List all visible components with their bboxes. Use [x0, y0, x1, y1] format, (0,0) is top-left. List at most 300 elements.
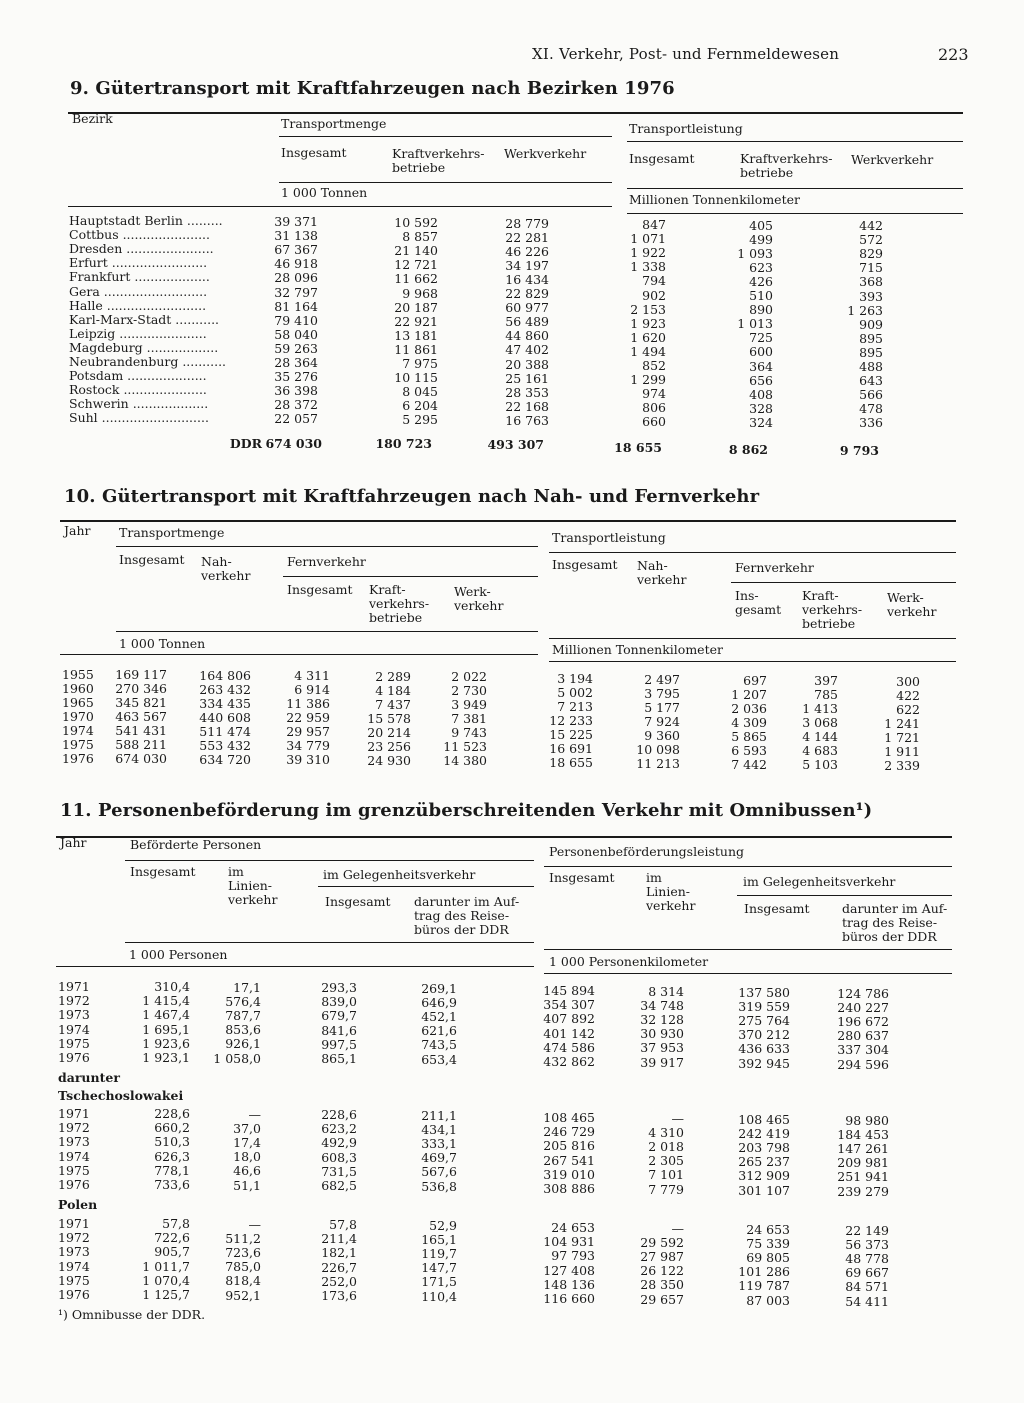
table-cell: 1 721 [884, 730, 920, 745]
group-header: Transportmenge [119, 525, 225, 540]
table-cell: 24 930 [367, 752, 411, 768]
table-cell: 6 204 [402, 398, 438, 414]
col-header: Nah- verkehr [637, 558, 687, 587]
table-cell: 626,3 [154, 1148, 190, 1164]
table-cell: 10 592 [394, 215, 438, 230]
table-cell: 7 437 [375, 696, 411, 712]
table-cell: 488 [859, 359, 883, 374]
table-cell: 4 310 [648, 1124, 684, 1140]
row-year: 1974 [58, 1258, 90, 1274]
table-cell: 1 058,0 [213, 1050, 261, 1066]
table-cell: 1 413 [802, 701, 838, 716]
table9-title: 9. Gütertransport mit Kraftfahrzeugen nach Bezirken 1976 [70, 78, 675, 99]
table-cell: 242 419 [738, 1125, 790, 1141]
unit-label: 1 000 Personen [129, 947, 228, 962]
table-cell: 13 181 [394, 327, 438, 343]
col-header: Insgesamt [744, 901, 810, 916]
table-rule [116, 546, 538, 547]
table-cell: 24 653 [551, 1220, 595, 1235]
table-cell: 18 655 [549, 755, 593, 770]
unit-label: Millionen Tonnenkilometer [629, 192, 800, 207]
table-cell: 3 795 [644, 685, 680, 701]
table-cell: 48 778 [845, 1250, 889, 1266]
table-cell: 997,5 [321, 1036, 357, 1052]
table-cell: 853,6 [225, 1022, 261, 1038]
table-cell: 794 [642, 273, 666, 289]
row-year: 1975 [58, 1162, 90, 1178]
table-cell: 145 894 [543, 983, 595, 998]
table-cell: 31 138 [274, 228, 318, 244]
row-year: 1971 [58, 1106, 90, 1121]
table-cell: 101 286 [738, 1264, 790, 1280]
table-cell: 722,6 [154, 1230, 190, 1246]
col-header: Insgesamt [325, 894, 391, 909]
table-cell: 608,3 [321, 1149, 357, 1165]
table-rule [125, 860, 534, 861]
table-cell: 165,1 [421, 1231, 457, 1247]
table-cell: 566 [859, 387, 883, 403]
table-cell: 97 793 [551, 1248, 595, 1264]
table-cell: 852 [642, 358, 666, 373]
table-cell: 58 040 [274, 326, 318, 342]
table-cell: 12 721 [394, 257, 438, 273]
table-cell: 1 494 [630, 343, 666, 359]
table-cell: 1 923,1 [142, 1050, 190, 1065]
col-header: Insgesamt [287, 582, 353, 597]
col-header: im Gelegenheitsverkehr [743, 874, 896, 889]
table-cell: 108 465 [738, 1111, 790, 1127]
row-year: 1976 [58, 1287, 90, 1302]
table-cell: 37 953 [640, 1040, 684, 1056]
table-cell: 426 [749, 273, 773, 289]
table-cell: 57,8 [329, 1217, 357, 1232]
table-cell: 124 786 [837, 985, 889, 1001]
table-cell: 26 122 [640, 1263, 684, 1279]
table-cell: 5 177 [644, 699, 680, 715]
table-cell: 1 071 [630, 231, 666, 247]
table-cell: 895 [859, 344, 883, 360]
table-cell: 9 743 [451, 725, 487, 740]
table-cell: 354 307 [543, 997, 595, 1013]
table-cell: 98 980 [845, 1112, 889, 1128]
table-cell: 733,6 [154, 1177, 190, 1192]
table-cell: 368 [859, 274, 883, 290]
table-cell: 401 142 [543, 1025, 595, 1041]
table-cell: 4 683 [802, 743, 838, 758]
table-cell: 294 596 [837, 1056, 889, 1072]
table-cell: 263 432 [199, 681, 251, 697]
table-cell: 32 797 [274, 284, 318, 300]
col-header: Werk- verkehr [454, 584, 504, 613]
table-cell: 18,0 [233, 1149, 261, 1165]
table-cell: 1 299 [630, 372, 666, 388]
table-cell: 17,4 [233, 1134, 261, 1150]
table-cell: 8 314 [648, 983, 684, 999]
table-cell: 541 431 [115, 723, 167, 738]
table-cell: 4 309 [731, 714, 767, 730]
row-year: 1974 [58, 1021, 90, 1037]
row-year: 1976 [58, 1050, 90, 1065]
table-cell: 28 364 [274, 355, 318, 370]
row-year: 1972 [58, 993, 90, 1009]
table-cell: 300 [896, 674, 920, 689]
table-cell: 370 212 [738, 1027, 790, 1043]
row-year: 1971 [58, 1216, 90, 1231]
stub-header: Bezirk [72, 111, 113, 126]
row-year: 1972 [58, 1230, 90, 1246]
table-cell: 17,1 [233, 979, 261, 995]
table-cell: 324 [749, 414, 773, 430]
table-cell: 81 164 [274, 298, 318, 314]
col-header: darunter im Auf- trag des Reise- büros der DDR [414, 894, 520, 937]
table-cell: 890 [749, 302, 773, 318]
table-cell: 22 921 [394, 313, 438, 329]
table-cell: 22 168 [505, 398, 549, 414]
col-header: Insgesamt [629, 151, 695, 166]
row-year: 1975 [62, 737, 94, 752]
row-label: Rostock ..................... [69, 382, 207, 398]
table-rule [731, 582, 956, 583]
table-cell: 847 [642, 217, 666, 232]
table-cell: 27 987 [640, 1248, 684, 1264]
table-cell: 434,1 [421, 1121, 457, 1137]
table-rule [544, 949, 952, 950]
table-cell: 1 207 [731, 686, 767, 702]
table-cell: 11 861 [394, 341, 438, 357]
table-cell: 511 474 [199, 723, 251, 739]
table10-title: 10. Gütertransport mit Kraftfahrzeugen nach Nah- und Fernverkehr [64, 486, 760, 507]
table-cell: 952,1 [225, 1287, 261, 1303]
table-cell: 463 567 [115, 709, 167, 724]
table-rule [56, 966, 534, 967]
table-cell: 293,3 [321, 980, 357, 995]
table-cell: 11 213 [636, 755, 680, 771]
table-cell: 20 187 [394, 299, 438, 315]
table-cell: 7 924 [644, 713, 680, 729]
col-header: Werkverkehr [851, 152, 934, 167]
table-cell: 7 975 [402, 356, 438, 371]
table-cell: 69 805 [746, 1249, 790, 1265]
col-header: Insgesamt [549, 870, 615, 885]
table-cell: 2 018 [648, 1138, 684, 1154]
table-cell: 28 096 [274, 270, 318, 286]
table-cell: 265 237 [738, 1154, 790, 1170]
table-cell: 51,1 [233, 1177, 261, 1193]
table-cell: 1 093 [737, 245, 773, 261]
table-cell: 622 [896, 702, 920, 717]
table-cell: 228,6 [154, 1106, 190, 1121]
table-cell: 10 098 [636, 741, 680, 757]
table-rule [68, 206, 612, 207]
table-cell: 251 941 [837, 1169, 889, 1185]
table-cell: 1 415,4 [142, 993, 190, 1009]
table-cell: 397 [814, 673, 838, 688]
table-cell: 46 918 [274, 256, 318, 272]
table-cell: 312 909 [738, 1168, 790, 1184]
total-cell: 8 862 [728, 442, 768, 457]
table-cell: 731,5 [321, 1163, 357, 1179]
table-cell: 337 304 [837, 1042, 889, 1058]
row-year: 1973 [58, 1007, 90, 1023]
table-cell: 4 184 [375, 682, 411, 698]
row-year: 1976 [58, 1177, 90, 1192]
footnote: ¹) Omnibusse der DDR. [58, 1307, 206, 1322]
table-cell: 29 657 [640, 1291, 684, 1307]
unit-label: 1 000 Tonnen [119, 636, 206, 651]
table-rule [125, 942, 534, 943]
row-label: Erfurt ........................ [69, 255, 208, 271]
table-cell: 205 816 [543, 1138, 595, 1154]
table-cell: 1 923 [630, 315, 666, 331]
row-label: Frankfurt ................... [69, 269, 210, 285]
table-cell: 10 115 [394, 370, 438, 386]
table-cell: 600 [749, 344, 773, 360]
stub-header: Jahr [60, 835, 87, 850]
col-header: Kraftverkehrs- betriebe [392, 146, 485, 175]
table-cell: 926,1 [225, 1036, 261, 1052]
table-cell: 22 281 [505, 229, 549, 245]
table-cell: 1 338 [630, 259, 666, 275]
table-cell: 553 432 [199, 737, 251, 753]
table-cell: 5 295 [402, 412, 438, 428]
col-header: Fernverkehr [735, 560, 814, 575]
table-cell: 510,3 [154, 1134, 190, 1150]
table-cell: 452,1 [421, 1008, 457, 1024]
table-cell: 7 101 [648, 1167, 684, 1183]
table-cell: 905,7 [154, 1244, 190, 1260]
row-label: Leipzig ...................... [69, 325, 207, 341]
col-header: darunter im Auf- trag des Reise- büros der DDR [842, 901, 948, 944]
table-cell: 743,5 [421, 1037, 457, 1053]
table-cell: 28 353 [505, 384, 549, 400]
table-cell: 56 373 [845, 1236, 889, 1252]
table-cell: 674 030 [115, 751, 167, 766]
row-year: 1970 [62, 709, 94, 724]
table-cell: 1 263 [847, 302, 883, 318]
table-cell: 30 930 [640, 1026, 684, 1042]
table-cell: 169 117 [115, 667, 167, 682]
table-cell: 24 653 [746, 1221, 790, 1237]
table-rule [549, 661, 956, 662]
table-cell: 1 011,7 [142, 1258, 190, 1274]
table-cell: 806 [642, 400, 666, 416]
table-cell: 196 672 [837, 1013, 889, 1029]
table-cell: 39 371 [274, 214, 318, 229]
row-label: Cottbus ...................... [69, 227, 210, 243]
total-cell: 493 307 [487, 437, 544, 452]
table-cell: 393 [859, 288, 883, 304]
table-cell: 818,4 [225, 1273, 261, 1289]
unit-label: 1 000 Personenkilometer [549, 954, 709, 969]
table-cell: 28 350 [640, 1277, 684, 1293]
table-cell: 252,0 [321, 1273, 357, 1289]
table-cell: 660 [642, 414, 666, 430]
table-cell: 442 [859, 218, 883, 233]
total-cell: 9 793 [839, 443, 879, 458]
table-cell: 34 748 [640, 997, 684, 1013]
total-label: DDR [229, 436, 262, 451]
table-cell: 5 002 [557, 685, 593, 700]
row-label: Gera .......................... [69, 283, 208, 299]
col-header: Kraftverkehrs- betriebe [740, 151, 833, 180]
table-cell: 2 497 [644, 671, 680, 687]
table-cell: 84 571 [845, 1279, 889, 1295]
table-cell: 909 [859, 316, 883, 332]
table-rule [279, 136, 612, 137]
table-cell: 20 388 [505, 356, 549, 372]
table-cell: 2 730 [451, 683, 487, 698]
table-cell: 1 070,4 [142, 1272, 190, 1288]
table-cell: 778,1 [154, 1162, 190, 1178]
table-cell: 510 [749, 288, 773, 303]
table-cell: 29 592 [640, 1234, 684, 1250]
table-cell: 36 398 [274, 383, 318, 399]
col-header: Insgesamt [119, 552, 185, 567]
table-cell: 392 945 [738, 1055, 790, 1071]
table-cell: 682,5 [321, 1178, 357, 1193]
table-cell: 5 103 [802, 757, 838, 772]
unit-label: 1 000 Tonnen [281, 185, 368, 200]
table-cell: 37,0 [233, 1120, 261, 1136]
row-label: Karl-Marx-Stadt ........... [69, 311, 220, 327]
table-cell: 1 922 [630, 245, 666, 261]
table-rule [283, 576, 538, 577]
table-cell: 1 911 [884, 744, 920, 759]
table-cell: 8 045 [402, 384, 438, 400]
table-cell: 34 197 [505, 257, 549, 273]
table-cell: 723,6 [225, 1244, 261, 1260]
unit-label: Millionen Tonnenkilometer [552, 642, 723, 657]
table-cell: 7 779 [648, 1181, 684, 1197]
table-cell: 725 [749, 330, 773, 346]
table-cell: 34 779 [286, 738, 330, 753]
table-cell: 5 865 [731, 728, 767, 744]
table-cell: 119,7 [421, 1245, 457, 1261]
table-cell: 137 580 [738, 984, 790, 1000]
row-year: 1975 [58, 1035, 90, 1051]
table-cell: 14 380 [443, 753, 487, 768]
table-cell: 211,4 [321, 1231, 357, 1247]
table-rule [279, 182, 612, 183]
table-cell: 56 489 [505, 314, 549, 330]
table-cell: 22 057 [274, 411, 318, 427]
group-header: Beförderte Personen [130, 837, 262, 852]
table-cell: 328 [749, 400, 773, 416]
table-cell: 785,0 [225, 1259, 261, 1275]
table-rule [627, 141, 963, 142]
table-cell: 22 959 [286, 710, 330, 725]
table-cell: 25 161 [505, 370, 549, 386]
table-rule [60, 654, 538, 655]
total-cell: 180 723 [375, 436, 432, 451]
table-cell: 308 886 [543, 1181, 595, 1196]
table-cell: 405 [749, 217, 773, 233]
row-year: 1974 [58, 1148, 90, 1164]
table-cell: 1 620 [630, 329, 666, 345]
table-cell: 203 798 [738, 1139, 790, 1155]
row-year: 1973 [58, 1244, 90, 1260]
table-cell: 679,7 [321, 1008, 357, 1024]
row-label: Neubrandenburg ........... [69, 354, 227, 369]
table-cell: 1 923,6 [142, 1035, 190, 1051]
row-year: 1955 [62, 667, 94, 682]
table-cell: 147,7 [421, 1260, 457, 1276]
col-header: Werk- verkehr [887, 590, 937, 619]
page-number: 223 [938, 45, 969, 64]
table-cell: 422 [896, 688, 920, 703]
table-cell: 46,6 [233, 1163, 261, 1179]
table-cell: 21 140 [394, 243, 438, 259]
table-cell: 407 892 [543, 1011, 595, 1027]
table-cell: — [671, 1220, 684, 1236]
table-cell: 895 [859, 330, 883, 346]
row-year: 1971 [58, 979, 90, 994]
table-cell: 270 346 [115, 681, 167, 696]
table-cell: 28 372 [274, 397, 318, 413]
table-cell: 12 233 [549, 713, 593, 728]
table-cell: 536,8 [421, 1178, 457, 1194]
table-cell: 623 [749, 259, 773, 275]
col-header: Insgesamt [130, 864, 196, 879]
row-year: 1972 [58, 1120, 90, 1136]
table-cell: 623,2 [321, 1121, 357, 1137]
row-label: Halle ......................... [69, 297, 207, 313]
row-label: Schwerin ................... [69, 396, 209, 412]
table-cell: 660,2 [154, 1120, 190, 1136]
table-cell: 499 [749, 231, 773, 247]
table-cell: 23 256 [367, 738, 411, 754]
table-cell: 110,4 [421, 1288, 457, 1304]
table-cell: 164 806 [199, 667, 251, 683]
table-cell: 492,9 [321, 1135, 357, 1151]
table-cell: 6 593 [731, 742, 767, 758]
table-cell: 902 [642, 287, 666, 303]
table-cell: 643 [859, 373, 883, 389]
col-header: Kraft- verkehrs- betriebe [802, 588, 863, 631]
table-rule [544, 866, 952, 867]
table-cell: 239 279 [837, 1183, 889, 1199]
table-cell: 246 729 [543, 1124, 595, 1140]
col-header: Fernverkehr [287, 554, 366, 569]
table-cell: 4 144 [802, 729, 838, 744]
table-cell: 59 263 [274, 340, 318, 356]
table-cell: 829 [859, 246, 883, 262]
table-cell: — [248, 1216, 261, 1232]
table-cell: 22 149 [845, 1222, 889, 1238]
table-cell: 697 [743, 672, 767, 688]
table-cell: 52,9 [429, 1217, 457, 1233]
table-cell: 1 125,7 [142, 1287, 190, 1302]
table-cell: 474 586 [543, 1039, 595, 1055]
table-cell: 54 411 [845, 1293, 889, 1309]
table-cell: 319 010 [543, 1166, 595, 1182]
table-cell: 11 523 [443, 739, 487, 754]
table-cell: 79 410 [274, 312, 318, 328]
col-header: im Linien- verkehr [228, 864, 278, 907]
table-cell: 4 311 [294, 668, 330, 683]
row-label: Dresden ...................... [69, 241, 214, 257]
table-cell: 588 211 [115, 737, 167, 752]
table-cell: 621,6 [421, 1023, 457, 1039]
table-cell: 301 107 [738, 1182, 790, 1198]
row-year: 1965 [62, 695, 94, 710]
table-cell: 60 977 [505, 300, 549, 316]
table-cell: 119 787 [738, 1278, 790, 1294]
table-cell: 267 541 [543, 1152, 595, 1168]
col-header: Ins- gesamt [735, 588, 782, 617]
table-rule [60, 520, 956, 522]
table-cell: 173,6 [321, 1288, 357, 1303]
